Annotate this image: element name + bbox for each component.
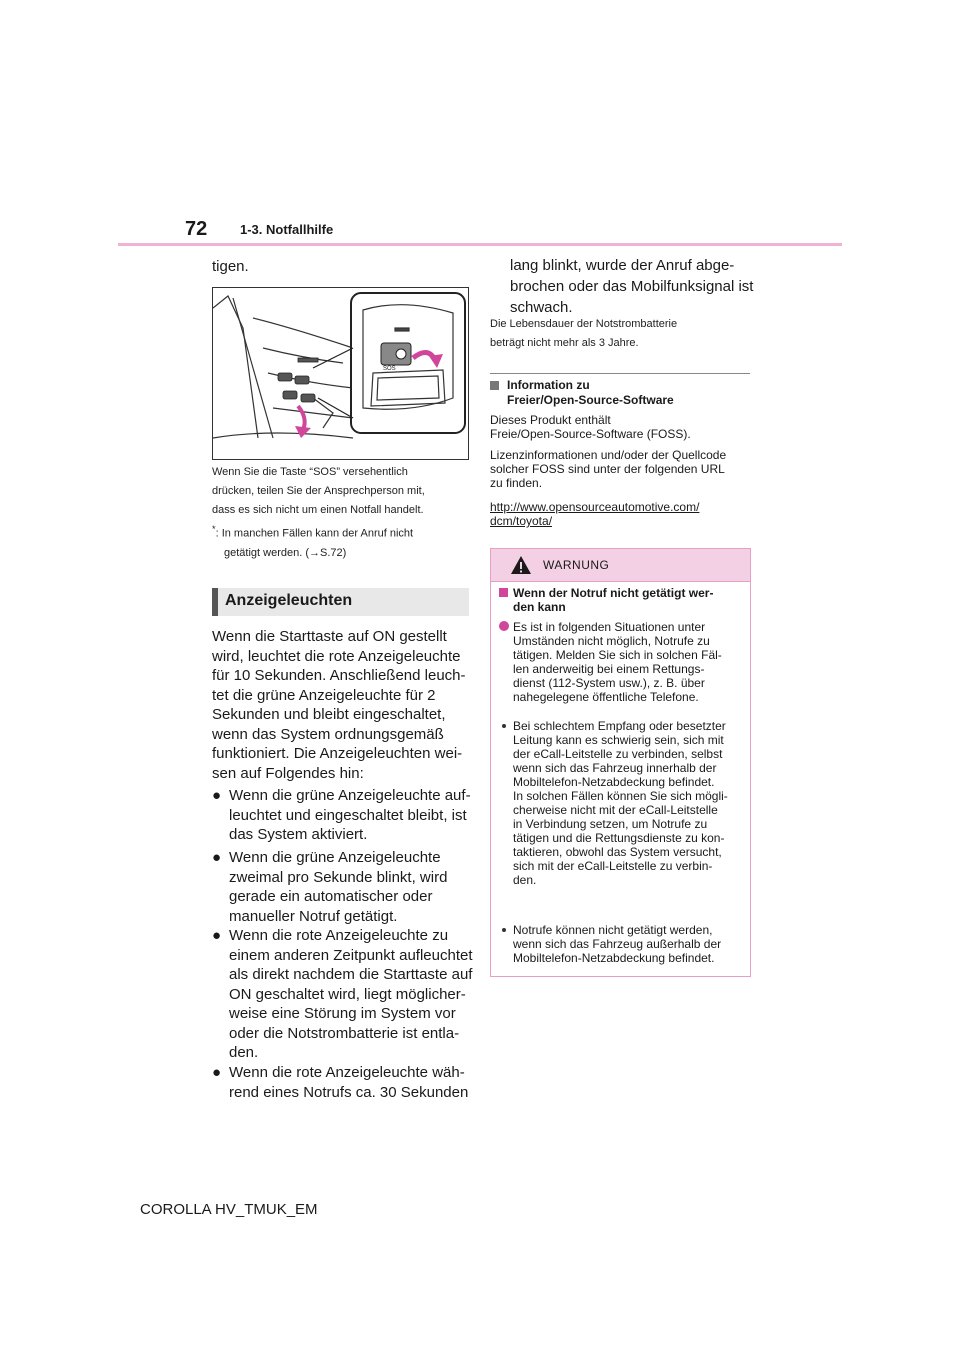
warning-line: Mobiltelefon-Netzabdeckung befindet. <box>513 775 715 789</box>
warning-item <box>499 620 744 704</box>
subheading-label: Anzeigeleuchten <box>225 592 353 609</box>
warning-line: den. <box>513 873 537 887</box>
foss-line: Dieses Produkt enthält <box>490 413 611 427</box>
bullet-icon: ● <box>212 849 222 866</box>
bullet-line: zweimal pro Sekunde blinkt, wird <box>229 868 448 886</box>
warning-line: dienst (112-System usw.), z. B. über <box>513 676 705 690</box>
warning-line: nahegelegene öffentliche Telefone. <box>513 690 699 704</box>
bullet-item <box>212 1063 474 1102</box>
footnote-line: : In manchen Fällen kann der Anruf nicht <box>215 527 414 540</box>
warning-heading <box>499 586 744 614</box>
page-number: 72 <box>185 218 208 240</box>
link-line[interactable]: http://www.opensourceautomotive.com/ <box>490 500 700 514</box>
paragraph-line: wenn das System ordnungsgemäß <box>212 725 444 743</box>
bullet-icon: ● <box>212 787 222 804</box>
warning-line: cherweise nicht mit der eCall-Leitstelle <box>513 803 718 817</box>
foss-link[interactable] <box>490 500 752 528</box>
section-divider <box>490 373 750 374</box>
subheading-anzeigeleuchten <box>212 588 469 616</box>
square-bullet-icon <box>490 381 499 390</box>
warning-box <box>490 548 751 977</box>
warning-line: taktieren, obwohl das System versucht, <box>513 845 722 859</box>
battery-line: beträgt nicht mehr als 3 Jahre. <box>490 337 639 349</box>
battery-line: Die Lebensdauer der Notstrombatterie <box>490 318 678 330</box>
heading-line: Information zu <box>507 378 590 392</box>
square-bullet-icon <box>499 588 508 597</box>
warning-line: Bei schlechtem Empfang oder besetzter <box>513 719 726 733</box>
foss-paragraph <box>490 413 752 441</box>
battery-note <box>490 315 752 353</box>
link-line[interactable]: dcm/toyota/ <box>490 514 553 528</box>
bullet-line: gerade ein automatischer oder <box>229 888 433 905</box>
header-divider <box>118 243 842 246</box>
foss-line: zu finden. <box>490 476 543 490</box>
bullet-line: ON geschaltet wird, liegt möglicher- <box>229 985 466 1003</box>
continuation-line: lang blinkt, wurde der Anruf abge- <box>510 257 735 274</box>
bullet-icon: ● <box>212 1064 222 1081</box>
dot-bullet-icon <box>502 928 506 932</box>
paragraph-line: tet die grüne Anzeigeleuchte für 2 <box>212 686 436 704</box>
bullet-item <box>212 848 474 926</box>
foss-line: Freie/Open-Source-Software (FOSS). <box>490 427 691 441</box>
warning-line: wenn sich das Fahrzeug innerhalb der <box>513 761 717 775</box>
subheading-accent <box>212 588 218 616</box>
bullet-line: Wenn die rote Anzeigeleuchte zu <box>229 927 449 944</box>
bullet-item <box>212 926 474 1063</box>
warning-line: in Verbindung setzen, um Notrufe zu <box>513 817 708 831</box>
warning-line: Es ist in folgenden Situationen unter <box>513 620 706 634</box>
dot-bullet-icon <box>502 724 506 728</box>
foss-line: Lizenzinformationen und/oder der Quellcode <box>490 448 727 462</box>
paragraph-line: Wenn die Starttaste auf ON gestellt <box>212 628 447 645</box>
footnote-line: getätigt werden. (→S.72) <box>224 546 347 559</box>
indicator-paragraph <box>212 627 474 783</box>
bullet-line: rend eines Notrufs ca. 30 Sekunden <box>229 1083 469 1101</box>
foss-license-paragraph <box>490 448 752 490</box>
continuation-line: brochen oder das Mobilfunksignal ist <box>510 278 754 295</box>
bullet-item <box>212 786 474 845</box>
warning-line: len anderweitig bei einem Rettungs- <box>513 662 705 676</box>
bullet-line: leuchtet und eingeschaltet bleibt, ist <box>229 806 467 824</box>
warning-line: Notrufe können nicht getätigt werden, <box>513 923 713 937</box>
sos-label: SOS <box>383 366 396 372</box>
overhead-console-figure <box>212 287 469 460</box>
warning-line: der eCall-Leitstelle zu verbinden, selbst <box>513 747 723 761</box>
bullet-continuation <box>510 255 755 318</box>
warning-line: sich mit der eCall-Leitstelle zu verbin- <box>513 859 713 873</box>
paragraph-line: für 10 Sekunden. Anschließend leuch- <box>212 667 466 684</box>
warning-triangle-icon <box>510 555 532 575</box>
warning-line: Mobiltelefon-Netzabdeckung befindet. <box>513 951 715 965</box>
warning-title: WARNUNG <box>543 558 610 572</box>
bullet-icon: ● <box>212 927 222 944</box>
warning-heading-line: Wenn der Notruf nicht getätigt wer- <box>513 586 714 600</box>
warning-heading-line: den kann <box>513 600 566 614</box>
warning-title-bar <box>491 549 750 582</box>
caption-line: Wenn Sie die Taste “SOS” versehentlich <box>212 466 408 478</box>
warning-item <box>499 719 744 887</box>
section-title: 1-3. Notfallhilfe <box>240 222 334 237</box>
bullet-line: einem anderen Zeitpunkt aufleuchtet <box>229 946 473 964</box>
bullet-line: das System aktiviert. <box>229 826 368 843</box>
bullet-line: weise eine Störung im System vor <box>229 1005 456 1022</box>
bullet-line: oder die Notstrombatterie ist entla- <box>229 1024 460 1042</box>
foss-heading <box>490 378 750 408</box>
footer-model: COROLLA HV_TMUK_EM <box>140 1201 318 1218</box>
paragraph-line: sen auf Folgendes hin: <box>212 764 364 782</box>
paragraph-line: wird, leuchtet die rote Anzeigeleuchte <box>212 647 461 665</box>
warning-line: tätigen. Melden Sie sich in solchen Fäl- <box>513 648 722 662</box>
heading-line: Freier/Open-Source-Software <box>507 393 674 407</box>
bullet-line: als direkt nachdem die Starttaste auf <box>229 966 473 983</box>
paragraph-line: funktioniert. Die Anzeigeleuchten wei- <box>212 745 463 762</box>
foss-line: solcher FOSS sind unter der folgenden URL <box>490 462 725 476</box>
footnote-marker: * <box>212 524 216 534</box>
caption-line: drücken, teilen Sie der Ansprechperson mit, <box>212 485 425 497</box>
bullet-line: Wenn die grüne Anzeigeleuchte <box>229 849 441 866</box>
bullet-line: manueller Notruf getätigt. <box>229 907 398 925</box>
bullet-line: Wenn die grüne Anzeigeleuchte auf- <box>229 787 471 804</box>
warning-line: Umständen nicht möglich, Notrufe zu <box>513 634 710 648</box>
bullet-line: Wenn die rote Anzeigeleuchte wäh- <box>229 1064 465 1081</box>
warning-line: wenn sich das Fahrzeug außerhalb der <box>513 937 722 951</box>
bullet-line: den. <box>229 1044 259 1061</box>
footnote <box>212 520 472 563</box>
warning-item <box>499 923 744 965</box>
warning-line: In solchen Fällen können Sie sich mögli- <box>513 789 728 803</box>
warning-line: Leitung kann es schwierig sein, sich mit <box>513 733 724 747</box>
warning-line: tätigen und die Rettungsdienste zu kon- <box>513 831 725 845</box>
caption-line: dass es sich nicht um einen Notfall handelt. <box>212 504 424 516</box>
continued-text: tigen. <box>212 258 249 275</box>
paragraph-line: Sekunden und bleibt eingeschaltet, <box>212 706 446 723</box>
figure-caption <box>212 463 472 520</box>
circle-bullet-icon <box>499 621 509 631</box>
continuation-line: schwach. <box>510 299 573 316</box>
